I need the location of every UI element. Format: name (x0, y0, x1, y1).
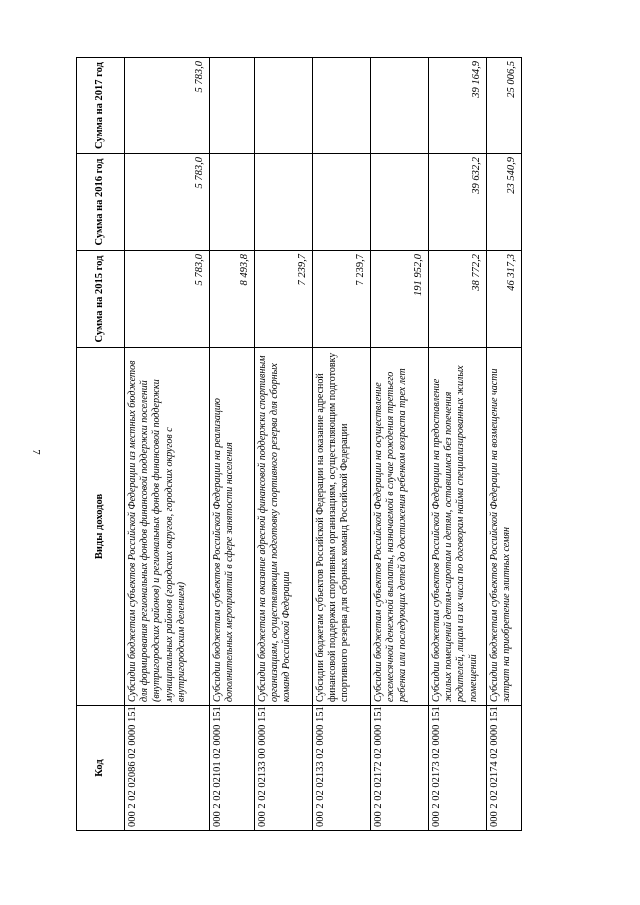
row-sum-2017 (210, 58, 255, 154)
table-row (210, 58, 255, 831)
header-revenue-type: Виды доходов (77, 348, 125, 706)
header-row (77, 58, 125, 831)
row-sum-2015: 7 239,7 (313, 251, 371, 348)
row-description: Субсидии бюджетам субъектов Российской Федерации из местных бюджетов для формирования региональных фондов финансовой поддержки поселений (внутригородских районов) и региональных фондов финансовой поддержки муниципальных районов (городских округов, городских округов с внутригородским делением) (125, 348, 210, 706)
row-sum-2017: 25 006,5 (487, 58, 522, 154)
row-sum-2017 (371, 58, 429, 154)
row-description: Субсидии бюджетам на оказание адресной финансовой поддержки спортивным организациям, осуществляющим подготовку спортивного резерва для сборных команд Российской Федерации (255, 348, 313, 706)
table-row (429, 58, 487, 831)
row-sum-2016 (371, 154, 429, 251)
row-code: 000 2 02 02101 02 0000 151 (210, 706, 255, 831)
row-sum-2016: 5 783,0 (125, 154, 210, 251)
row-sum-2017 (313, 58, 371, 154)
row-sum-2017: 5 783,0 (125, 58, 210, 154)
row-sum-2016 (255, 154, 313, 251)
table-row (313, 58, 371, 831)
row-code: 000 2 02 02174 02 0000 151 (487, 706, 522, 831)
row-sum-2015: 46 317,3 (487, 251, 522, 348)
row-code: 000 2 02 02086 02 0000 151 (125, 706, 210, 831)
revenue-table (76, 57, 522, 831)
table-row (371, 58, 429, 831)
header-code: Код (77, 706, 125, 831)
row-sum-2015: 38 772,2 (429, 251, 487, 348)
page-number: 7 (30, 449, 42, 455)
row-sum-2015: 8 493,8 (210, 251, 255, 348)
row-description: Субсидии бюджетам субъектов Российской Федерации на оказание адресной финансовой поддержки спортивным организациям, осуществляющим подготовку спортивного резерва для сборных команд Российской Федерации (313, 348, 371, 706)
row-sum-2016 (313, 154, 371, 251)
row-sum-2016: 39 632,2 (429, 154, 487, 251)
row-sum-2015: 5 783,0 (125, 251, 210, 348)
row-code: 000 2 02 02173 02 0000 151 (429, 706, 487, 831)
header-sum-2015: Сумма на 2015 год (77, 251, 125, 348)
row-description: Субсидии бюджетам субъектов Российской Федерации на предоставление жилых помещений детям-сиротам и детям, оставшимся без попечения родителей, лицам из их числа по договорам найма специализированных жилых помещений (429, 348, 487, 706)
row-sum-2017 (255, 58, 313, 154)
table-row (487, 58, 522, 831)
row-sum-2015: 7 239,7 (255, 251, 313, 348)
row-description: Субсидии бюджетам субъектов Российской Федерации на реализацию дополнительных мероприятий в сфере занятости населения (210, 348, 255, 706)
row-description: Субсидии бюджетам субъектов Российской Федерации на осуществление ежемесячной денежной выплаты, назначаемой в случае рождения третьего ребенка или последующих детей до достижения ребенком возраста трех лет (371, 348, 429, 706)
row-sum-2017: 39 164,9 (429, 58, 487, 154)
document-table-rotated (76, 58, 521, 831)
row-sum-2016 (210, 154, 255, 251)
table-row (255, 58, 313, 831)
header-sum-2016: Сумма на 2016 год (77, 154, 125, 251)
table-row (125, 58, 210, 831)
row-sum-2016: 23 540,9 (487, 154, 522, 251)
row-sum-2015: 191 952,0 (371, 251, 429, 348)
header-sum-2017: Сумма на 2017 год (77, 58, 125, 154)
row-code: 000 2 02 02133 00 0000 151 (255, 706, 313, 831)
row-description: Субсидии бюджетам субъектов Российской Федерации на возмещение части затрат на приобретение элитных семян (487, 348, 522, 706)
row-code: 000 2 02 02172 02 0000 151 (371, 706, 429, 831)
row-code: 000 2 02 02133 02 0000 151 (313, 706, 371, 831)
